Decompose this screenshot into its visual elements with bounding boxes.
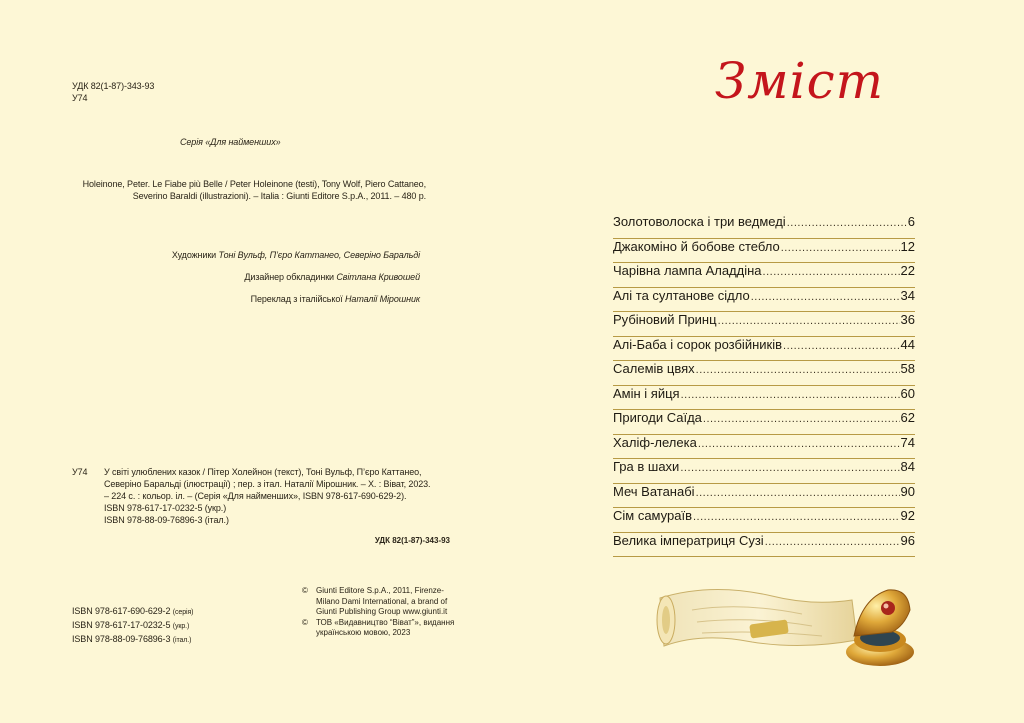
toc-item-title: Чарівна лампа Аладдіна: [613, 263, 762, 278]
toc-item-page: 90: [900, 483, 915, 499]
credit-translation-label: Переклад з італійської: [250, 294, 346, 304]
toc-item[interactable]: [613, 312, 915, 337]
toc-item-title: Сім самураїв: [613, 508, 692, 523]
credit-translation: [100, 293, 420, 305]
scroll-icon: [657, 589, 857, 646]
credit-translation-name: Наталії Мірошник: [345, 294, 420, 304]
toc-item-page: 58: [900, 361, 915, 376]
udk-code: УДК 82(1-87)-343-93: [72, 81, 155, 91]
scroll-and-inkwell-illustration: [652, 570, 922, 670]
toc-item-page: 12: [900, 238, 915, 254]
toc-item-page: 22: [900, 263, 915, 278]
udk-top: [72, 80, 154, 104]
isbn-line: ISBN 978-617-17-0232-5 (укр.): [72, 620, 190, 630]
isbn-list: [72, 605, 282, 647]
toc-dot-leader: [693, 511, 900, 523]
toc-dot-leader: [696, 364, 900, 376]
toc-item-title: Джакоміно й бобове стебло: [613, 238, 780, 254]
credit-cover-label: Дизайнер обкладинки: [244, 272, 337, 282]
toc-item-page: 96: [900, 532, 915, 548]
toc-item-title: Золотоволоска і три ведмеді: [613, 214, 786, 229]
toc-item[interactable]: [613, 508, 915, 533]
toc-dot-leader: [787, 217, 907, 229]
copyright-vivat: [302, 618, 462, 639]
toc-item[interactable]: [613, 386, 915, 411]
toc-item-page: 92: [900, 508, 915, 523]
credit-artists: [100, 249, 420, 261]
toc-dot-leader: [781, 242, 900, 254]
copyright-vivat-text: ТОВ «Видавництво “Віват”», видання українською мовою, 2023: [316, 617, 455, 637]
toc-item[interactable]: [613, 459, 915, 484]
toc-item-page: 62: [900, 410, 915, 425]
toc-item-page: 74: [900, 434, 915, 450]
catalog-isbn-ital: ISBN 978-88-09-76896-3 (італ.): [104, 515, 229, 525]
author-mark: У74: [72, 93, 88, 103]
toc-dot-leader: [765, 536, 900, 548]
credit-cover-name: Світлана Кривошей: [336, 272, 420, 282]
toc-item-title: Салемів цвях: [613, 361, 695, 376]
copyright-symbol: ©: [302, 617, 308, 627]
toc-item-title: Пригоди Саїда: [613, 410, 702, 425]
series-label: Серія «Для найменших»: [180, 137, 281, 147]
credit-cover: [100, 271, 420, 283]
toc-item[interactable]: [613, 484, 915, 509]
copyright-giunti-text: Giunti Editore S.p.A., 2011, Firenze-Milano Dami International, a brand of Giunti Publishing Group www.giunti.it: [316, 586, 448, 616]
table-of-contents: [613, 214, 915, 557]
toc-item-title: Алі-Баба і сорок розбійників: [613, 336, 783, 352]
toc-item-title: Халіф-лелека: [613, 434, 697, 450]
toc-dot-leader: [703, 413, 900, 425]
toc-item-page: 36: [900, 312, 915, 327]
toc-dot-leader: [751, 291, 900, 303]
toc-dot-leader: [718, 315, 900, 327]
toc-item[interactable]: [613, 239, 915, 264]
catalog-description: У світі улюблених казок / Пітер Холейнон (текст), Тоні Вульф, П’єро Каттанео, Северіно Баральді (ілюстрації) ; пер. з італ. Наталії Мірошник. – Х. : Віват, 2023. – 224 с. : кольор. іл. – (Серія «Для найменших», ISBN 978-617-690-629-2).: [104, 467, 431, 501]
toc-item-title: Амін і яйця: [613, 385, 680, 401]
toc-dot-leader: [696, 487, 900, 499]
toc-item-title: Рубіновий Принц: [613, 312, 717, 327]
original-edition: Holeinone, Peter. Le Fiabe più Belle / Peter Holeinone (testi), Tony Wolf, Piero Cattaneo, Severino Baraldi (illustrazioni). – Italia : Giunti Editore S.p.A., 2011. – 480 p.: [82, 179, 426, 201]
toc-item-title: Велика імператриця Сузі: [613, 532, 764, 548]
catalog-isbn-ukr: ISBN 978-617-17-0232-5 (укр.): [104, 503, 227, 513]
toc-item[interactable]: [613, 263, 915, 288]
toc-dot-leader: [681, 389, 900, 401]
toc-dot-leader: [783, 340, 900, 352]
credit-artists-names: Тоні Вульф, П’єро Каттанео, Северіно Баральді: [218, 250, 420, 260]
toc-item-page: 84: [900, 459, 915, 474]
toc-item[interactable]: [613, 533, 915, 558]
toc-item-title: Гра в шахи: [613, 459, 680, 474]
toc-dot-leader: [680, 462, 899, 474]
isbn-line: ISBN 978-88-09-76896-3 (італ.): [72, 634, 192, 644]
toc-item-page: 60: [900, 385, 915, 401]
toc-item-page: 6: [907, 214, 915, 229]
credit-artists-label: Художники: [171, 250, 219, 260]
toc-dot-leader: [698, 438, 900, 450]
toc-item[interactable]: [613, 337, 915, 362]
inkwell-icon: [846, 590, 914, 666]
toc-item-title: Алі та султанове сідло: [613, 287, 750, 303]
toc-title: Зміст: [715, 52, 885, 110]
copyright-giunti: [302, 586, 462, 618]
toc-item[interactable]: [613, 410, 915, 435]
toc-item[interactable]: [613, 288, 915, 313]
toc-item[interactable]: [613, 214, 915, 239]
catalog-code: У74: [72, 467, 88, 477]
toc-item[interactable]: [613, 435, 915, 460]
toc-dot-leader: [763, 266, 900, 278]
isbn-line: ISBN 978-617-690-629-2 (серія): [72, 606, 194, 616]
catalog-udk: УДК 82(1-87)-343-93: [374, 536, 450, 545]
toc-item[interactable]: [613, 361, 915, 386]
toc-item-page: 44: [900, 336, 915, 352]
copyright-symbol: ©: [302, 586, 308, 595]
toc-item-title: Меч Ватанабі: [613, 483, 695, 499]
copyright-block: [302, 586, 462, 639]
toc-item-page: 34: [900, 287, 915, 303]
